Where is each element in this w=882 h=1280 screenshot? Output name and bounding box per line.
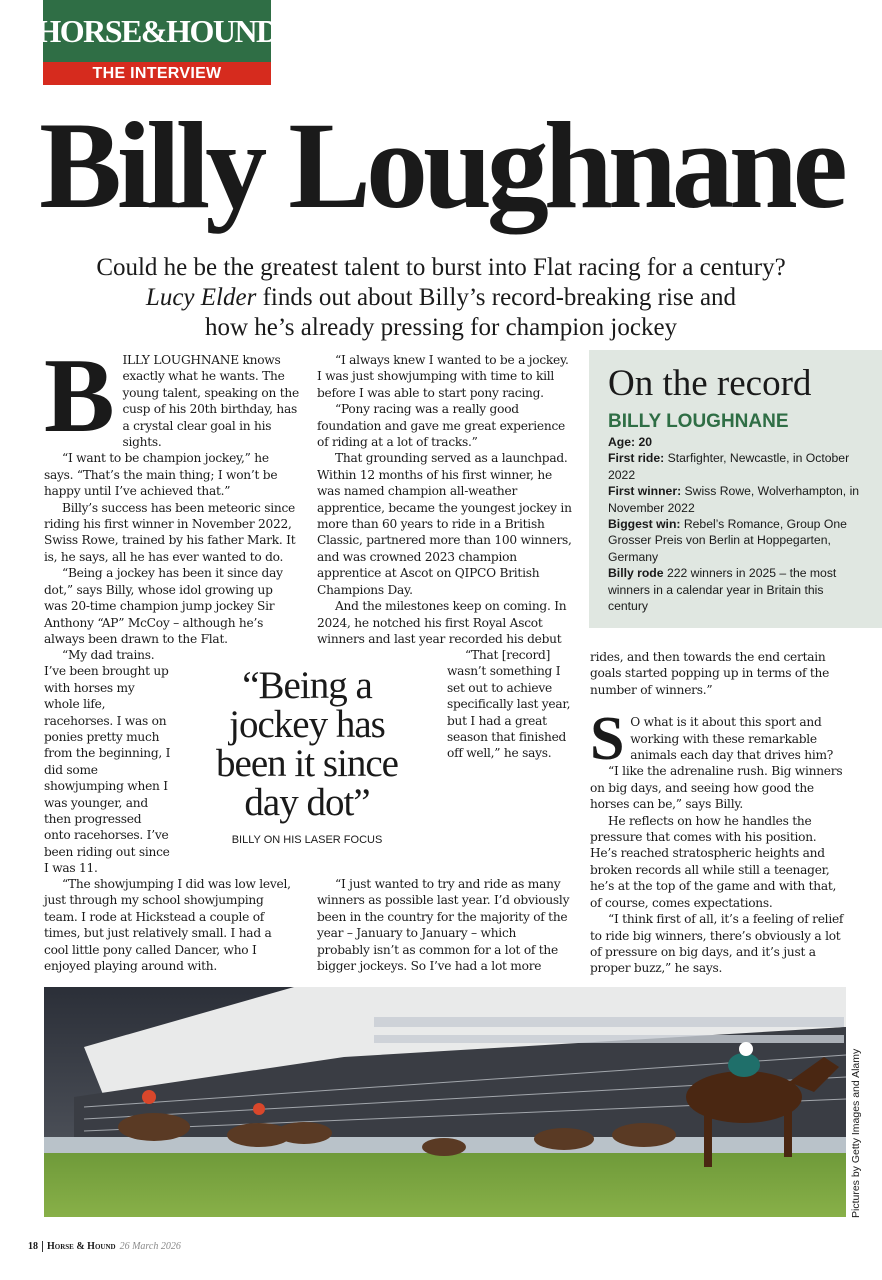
pull-quote-caption: BILLY ON HIS LASER FOCUS: [231, 834, 383, 846]
page-footer: [28, 1241, 181, 1252]
brand-logo: HORSE&HOUND: [43, 0, 271, 62]
column-1-bottom: [44, 876, 299, 974]
paragraph: “I like the adrenaline rush. Big winners on big days, and seeing how good the horses can be,” says Billy.: [590, 764, 843, 812]
section-label: THE INTERVIEW: [43, 62, 271, 85]
author-name: Lucy Elder: [145, 284, 257, 311]
paragraph: “The showjumping I did was low level, just through my school showjumping team. I rode at Hickstead a couple of times, but just relatively small. I had a cool little pony called Dancer, who I enjoyed playing around with.: [44, 877, 291, 974]
record-box-name: BILLY LOUGHNANE: [608, 411, 789, 432]
standfirst: [40, 253, 842, 343]
standfirst-line-2: Lucy Elder finds out about Billy’s record-breaking rise and: [145, 284, 737, 311]
column-1-top: [44, 337, 299, 647]
paragraph: “My dad trains. I’ve been brought up with horses my whole life, racehorses. I was on ponies pretty much from the beginning, I did some showjumping when I was younger, and then progressed onto racehorses. I’ve been riding out since I was 11.: [44, 648, 171, 876]
record-box: [589, 350, 882, 628]
standfirst-line-3: how he’s already pressing for champion jockey: [204, 314, 678, 341]
paragraph-section: S O what is it about this sport and working with these remarkable animals each day that drives him?: [590, 705, 834, 774]
record-box-title: On the record: [608, 363, 812, 404]
pull-quote: [205, 666, 409, 846]
masthead-logo: [36, 0, 278, 85]
paragraph: “I always knew I wanted to be a jockey. I was just showjumping with time to kill before I was able to start pony racing.: [317, 353, 569, 400]
column-2-narrow: [447, 647, 572, 762]
drop-cap: S: [590, 705, 625, 774]
paragraph: He reflects on how he handles the pressure that comes with his position. He’s reached stratospheric heights and broken records all while still a teenager, he’s at the top of the game and with that, of course, comes expectations.: [590, 813, 837, 910]
race-photo: [44, 987, 846, 1217]
article-title: Billy Loughnane: [39, 97, 843, 234]
paragraph: That grounding served as a launchpad. Within 12 months of his first winner, he was named champion all-weather apprentice, became the youngest jockey in more than 60 years to ride in a British Classic, partnered more than 100 winners, and was crowned 2023 champion apprentice at Ascot on QIPCO British Champions Day.: [317, 451, 572, 597]
photo-credit: Pictures by Getty Images and Alamy: [850, 1048, 862, 1218]
paragraph: And the milestones keep on coming. In 2024, he notched his first Royal Ascot winners and last year recorded his debut: [317, 599, 567, 646]
issue-date: 26 March 2026: [119, 1241, 181, 1252]
paragraph: “Pony racing was a really good foundation and gave me great experience of riding at a lot of tracks.”: [317, 402, 565, 450]
column-1-narrow: [44, 647, 171, 877]
page-number: 18: [28, 1241, 43, 1252]
record-age: Age: 20: [608, 435, 653, 449]
record-biggest-win: Biggest win: Rebel’s Romance, Group One Grosser Preis von Berlin at Hoppegarten, Germany: [608, 517, 847, 564]
record-winners-2025: Billy rode 222 winners in 2025 – the most winners in a calendar year in Britain this century: [608, 566, 837, 614]
standfirst-line-1: Could he be the greatest talent to burst into Flat racing for a century?: [96, 254, 786, 281]
column-3: [590, 649, 846, 977]
column-2-top: [317, 352, 572, 647]
publication-name: Horse & Hound: [47, 1241, 116, 1252]
record-first-ride: First ride: Starfighter, Newcastle, in October 2022: [608, 451, 850, 482]
paragraph: “I want to be champion jockey,” he says. “That’s the main thing; I won’t be happy until I’ve achieved that.”: [44, 451, 278, 499]
drop-cap: B: [44, 337, 115, 454]
paragraph: “Being a jockey has been it since day dot,” says Billy, whose idol growing up was 20-time champion jump jockey Sir Anthony “AP” McCoy – although he’s always been drawn to the Flat.: [44, 566, 283, 646]
record-first-winner: First winner: Swiss Rowe, Wolverhampton, in November 2022: [608, 484, 860, 515]
paragraph: “I just wanted to try and ride as many winners as possible last year. I’d obviously been in the country for the majority of the year – January to January – which probably isn’t as common for a lot of the bigger jockeys. So I’ve had a lot more: [317, 877, 570, 974]
column-2-bottom: [317, 876, 572, 974]
paragraph-intro: BILLY LOUGHNANE knows exactly what he wants. The young talent, speaking on the cusp of his 20th birthday, has a crystal clear goal in his sights.: [44, 337, 299, 454]
paragraph: “I think first of all, it’s a feeling of relief to ride big winners, there’s obviously a lot of pressure on big days, and it’s just a proper buzz,” he says.: [590, 912, 844, 976]
paragraph: “That [record] wasn’t something I set out to achieve specifically last year, but I had a great season that finished off well,” he says.: [447, 648, 571, 761]
paragraph: Billy’s success has been meteoric since riding his first winner in November 2022, Swiss Rowe, trained by his father Mark. It is, he says, all he has ever wanted to do.: [44, 500, 296, 564]
pull-quote-text: “Being a jockey has been it since day dot”: [216, 664, 398, 824]
paragraph: rides, and then towards the end certain goals started popping up in terms of the number of winners.”: [590, 650, 830, 697]
